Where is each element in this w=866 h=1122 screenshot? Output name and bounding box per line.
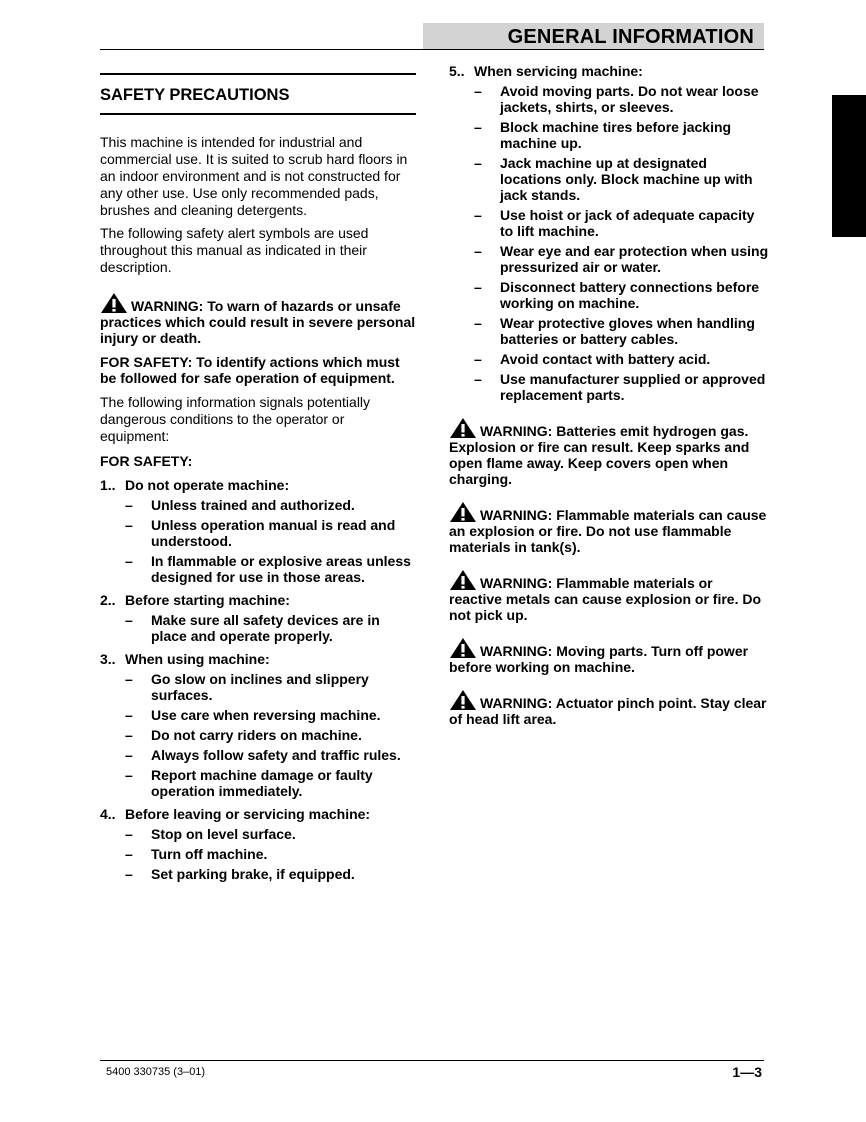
warning-definition: [100, 292, 416, 346]
list-sub-item: – Jack machine up at designated locations only. Block machine up with jack stands.: [474, 155, 753, 203]
list-title: When servicing machine:: [474, 63, 643, 79]
list-sub-item: – Wear eye and ear protection when using pressurized air or water.: [474, 243, 769, 275]
warning-triangle-icon: [449, 501, 477, 523]
warning-flammable-pickup: WARNING: Flammable materials or reactive metals can cause explosion or fire. Do not pick up.: [449, 569, 769, 623]
header-rule: [100, 49, 764, 50]
warning-batteries: WARNING: Batteries emit hydrogen gas. Explosion or fire can result. Keep sparks and open flame away. Keep covers open when charging.: [449, 417, 769, 487]
signals-paragraph: The following information signals potentially dangerous conditions to the operator or equipment:: [100, 394, 371, 444]
left-column: [100, 73, 416, 882]
list-sub-item: – Unless trained and authorized.: [125, 497, 355, 513]
list-item-1: [100, 477, 416, 585]
warning-triangle-icon: [100, 292, 128, 314]
list-sub-item: – Use manufacturer supplied or approved replacement parts.: [474, 371, 766, 403]
page-title: GENERAL INFORMATION: [507, 26, 754, 48]
for-safety-definition: FOR SAFETY: To identify actions which must be followed for safe operation of equipment.: [100, 354, 400, 386]
warning-triangle-icon: [449, 637, 477, 659]
list-sub-item: – Unless operation manual is read and understood.: [125, 517, 396, 549]
list-sub-item: – Block machine tires before jacking machine up.: [474, 119, 732, 151]
list-title: Before starting machine:: [125, 592, 290, 608]
intro-paragraph: This machine is intended for industrial and commercial use. It is suited to scrub hard floors in an indoor environment and is not constructed for any other use. Use only recommended pads, brushes and cleaning detergents.: [100, 134, 408, 218]
list-number: 3..: [100, 651, 116, 667]
list-sub-item: – Wear protective gloves when handling batteries or battery cables.: [474, 315, 755, 347]
list-item-2: [100, 592, 416, 644]
section-thumb-tab: [832, 95, 866, 237]
list-number: 1..: [100, 477, 116, 493]
warning-triangle-icon: [449, 689, 477, 711]
for-safety-heading: FOR SAFETY:: [100, 453, 193, 469]
list-sub-item: – Use hoist or jack of adequate capacity to lift machine.: [474, 207, 755, 239]
symbols-paragraph: The following safety alert symbols are used throughout this manual as indicated in their description.: [100, 225, 369, 275]
footer-document-code: 5400 330735 (3–01): [106, 1066, 206, 1078]
list-item-5: [449, 63, 769, 403]
list-sub-item: – In flammable or explosive areas unless designed for use in those areas.: [125, 553, 411, 585]
footer-rule: [100, 1060, 764, 1061]
list-number: 4..: [100, 806, 116, 822]
list-sub-item: – Always follow safety and traffic rules.: [125, 747, 401, 763]
list-sub-item: – Use care when reversing machine.: [125, 707, 381, 723]
list-number: 5..: [449, 63, 465, 79]
warning-moving-parts: WARNING: Moving parts. Turn off power before working on machine.: [449, 637, 769, 675]
list-title: When using machine:: [125, 651, 270, 667]
list-sub-item: – Do not carry riders on machine.: [125, 727, 362, 743]
warning-definition-text: WARNING: To warn of hazards or unsafe practices which could result in severe personal injury or death.: [100, 298, 416, 346]
list-sub-item: – Stop on level surface.: [125, 826, 296, 842]
list-sub-item: – Go slow on inclines and slippery surfaces.: [125, 671, 369, 703]
list-title: Before leaving or servicing machine:: [125, 806, 371, 822]
warning-triangle-icon: [449, 417, 477, 439]
list-sub-item: – Report machine damage or faulty operation immediately.: [125, 767, 373, 799]
list-title: Do not operate machine:: [125, 477, 290, 493]
section-title: SAFETY PRECAUTIONS: [100, 86, 290, 104]
warning-triangle-icon: [449, 569, 477, 591]
list-sub-item: – Avoid moving parts. Do not wear loose jackets, shirts, or sleeves.: [474, 83, 759, 115]
footer-page-number: 1—3: [732, 1064, 762, 1080]
section-rule-bottom: [100, 113, 416, 115]
list-item-3: [100, 651, 416, 799]
list-sub-item: – Make sure all safety devices are in place and operate properly.: [125, 612, 380, 644]
list-sub-item: – Turn off machine.: [125, 846, 268, 862]
list-sub-item: – Set parking brake, if equipped.: [125, 866, 355, 882]
list-sub-item: – Disconnect battery connections before working on machine.: [474, 279, 760, 311]
right-column: [449, 63, 769, 727]
warning-flammable-tank: WARNING: Flammable materials can cause an explosion or fire. Do not use flammable materials in tank(s).: [449, 501, 769, 555]
list-item-4: [100, 806, 416, 882]
warning-pinch-point: WARNING: Actuator pinch point. Stay clear of head lift area.: [449, 689, 769, 727]
list-sub-item: – Avoid contact with battery acid.: [474, 351, 711, 367]
list-number: 2..: [100, 592, 116, 608]
